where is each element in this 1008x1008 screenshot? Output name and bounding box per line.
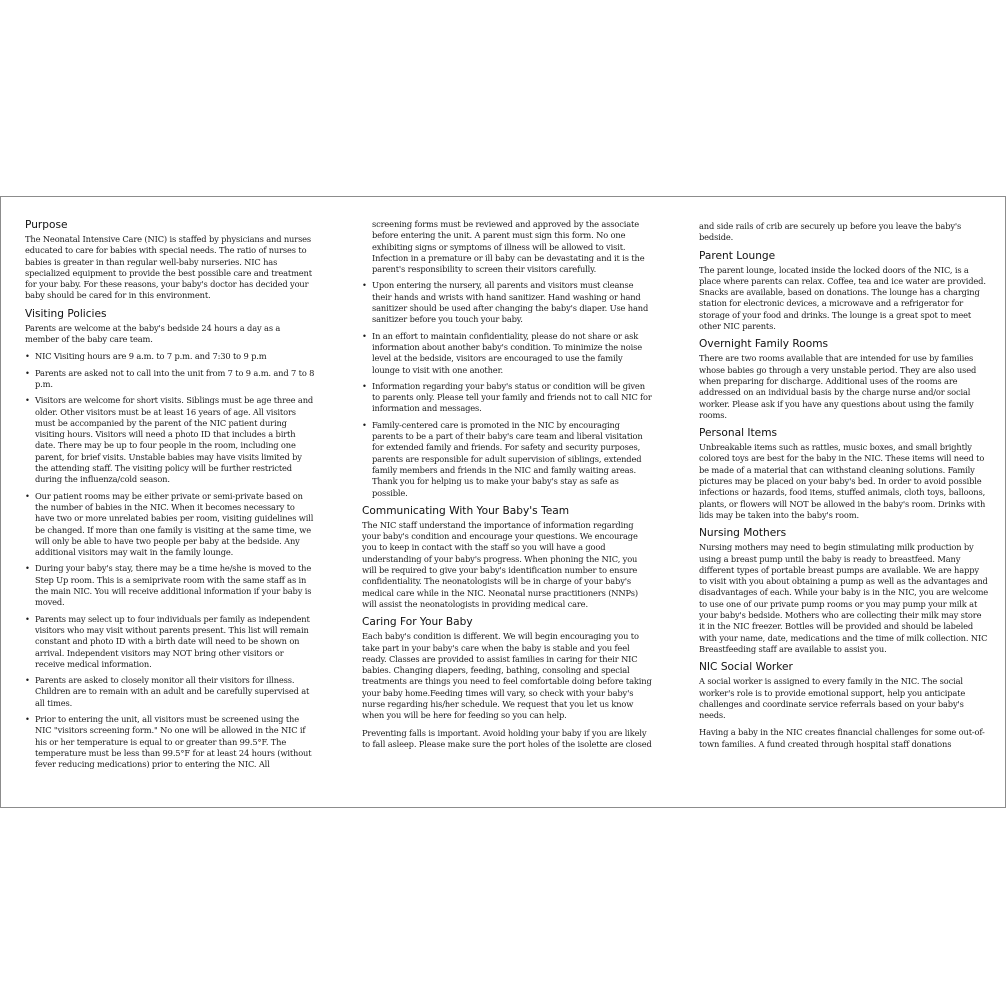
list-item: • Family-centered care is promoted in the NIC by encouraging parents to be a part of their baby's care team and liberal visitation for extended family and friends. For safety and security purposes, parents are responsible for adult supervision of siblings, extended family members and friends in the NIC and family waiting areas. Thank you for helping us to make your baby's stay as safe as possible. bbox=[362, 420, 652, 499]
column-middle bbox=[362, 219, 652, 756]
column-right bbox=[699, 221, 989, 756]
caring-heading: Caring For Your Baby bbox=[362, 616, 473, 629]
social-worker-text: A social worker is assigned to every family in the NIC. The social worker's role is to provide emotional support, help you anticipate challenges and coordinate service referrals based on your baby's needs. bbox=[699, 676, 966, 721]
list-item: • NIC Visiting hours are 9 a.m. to 7 p.m. and 7:30 to 9 p.m bbox=[25, 351, 315, 362]
list-item: • Parents are asked to closely monitor all their visitors for illness. Children are to remain with an adult and be carefully supervised at all times. bbox=[25, 675, 315, 709]
list-item-continued: screening forms must be reviewed and approved by the associate before entering the unit. A parent must sign this form. No one exhibiting signs or symptoms of illness will be allowed to visit. Infection in a premature or ill baby can be devastating and it is the parent's responsibility to screen their visitors carefully. bbox=[372, 219, 645, 275]
social-worker-heading: NIC Social Worker bbox=[699, 661, 793, 674]
purpose-text: The Neonatal Intensive Care (NIC) is staffed by physicians and nurses educated to care for babies with special needs. The ratio of nurses to babies is greater in than regular well-baby nurseries. NIC has specialized equipment to provide the best possible care and treatment for your baby. For these reasons, your baby's doctor has decided your baby should be cared for in this environment. bbox=[25, 234, 312, 301]
brochure-page bbox=[0, 196, 1006, 808]
list-item: • During your baby's stay, there may be a time he/she is moved to the Step Up room. This is a semiprivate room with the same staff as in the main NIC. You will receive additional information if your baby is moved. bbox=[25, 563, 315, 608]
personal-items-heading: Personal Items bbox=[699, 427, 778, 440]
overnight-rooms-heading: Overnight Family Rooms bbox=[699, 338, 829, 351]
caring-text: Each baby's condition is different. We will begin encouraging you to take part in your baby's care when the baby is stable and you feel ready. Classes are provided to assist families in caring for their NIC babies. Changing diapers, feeding, bathing, consoling and special treatments are things you need to feel comfortable doing before taking your baby home.Feeding times will vary, so check with your baby's nurse regarding his/her schedule. We request that you let us know when you will be here for feeding so you can help. bbox=[362, 631, 652, 721]
communicating-text: The NIC staff understand the importance of information regarding your baby's condition and encourage your questions. We encourage you to keep in contact with the staff so you will have a good understanding of your baby's progress. When phoning the NIC, you will be required to give your baby's identification number to ensure confidentiality. The neonatologists will be in charge of your baby's medical care while in the NIC. Neonatal nurse practitioners (NNPs) will assist the neonatologists in providing medical care. bbox=[362, 519, 638, 609]
parent-lounge-heading: Parent Lounge bbox=[699, 249, 776, 262]
list-item: • Visitors are welcome for short visits. Siblings must be age three and older. Other visitors must be at least 16 years of age. All visitors must be accompanied by the parent of the NIC patient during visiting hours. Visitors will need a photo ID that includes a birth date. There may be up to four people in the room, including one parent, for brief visits. Unstable babies may have visits limited by the attending staff. The visiting policy will be further restricted during the influenza/cold season. bbox=[25, 395, 315, 485]
list-item: • Prior to entering the unit, all visitors must be screened using the NIC "visitors screening form." No one will be allowed in the NIC if his or her temperature is equal to or greater than 99.5°F. The temperature must be less than 99.5°F for at least 24 hours (without fever reducing medications) prior to entering the NIC. All bbox=[25, 714, 315, 770]
continued-text: and side rails of crib are securely up before you leave the baby's bedside. bbox=[699, 221, 962, 243]
purpose-heading: Purpose bbox=[25, 219, 68, 231]
overnight-rooms-text: There are two rooms available that are intended for use by families whose babies go through a very unstable period. They are also used when preparing for discharge. Additional uses of the rooms are addressed on an individual basis by the charge nurse and/or social worker. Please ask if you have any questions about using the family rooms. bbox=[699, 353, 977, 420]
visiting-intro: Parents are welcome at the baby's bedside 24 hours a day as a member of the baby care team. bbox=[25, 322, 281, 345]
communicating-heading: Communicating With Your Baby's Team bbox=[362, 504, 570, 517]
visiting-bullet-list bbox=[25, 351, 315, 770]
nursing-mothers-text: Nursing mothers may need to begin stimulating milk production by using a breast pump until the baby is ready to breastfeed. Many different types of portable breast pumps are available. We are happy to visit with you about obtaining a pump as well as the advantages and disadvantages of each. While your baby is in the NIC, you are welcome to use one of our private pump rooms or you may pump your milk at your baby's bedside. Mothers who are collecting their milk may store it in the NIC freezer. Bottles will be provided and should be labeled with your name, date, medications and the time of milk collection. NIC Breastfeeding staff are available to assist you. bbox=[699, 542, 989, 654]
personal-items-text: Unbreakable items such as rattles, music boxes, and small brightly colored toys are best for the baby in the NIC. These items will need to be made of a material that can withstand cleaning solutions. Family pictures may be placed on your baby's bed. In order to avoid possible infections or hazards, food items, stuffed animals, cloth toys, balloons, plants, or flowers will NOT be allowed in the baby's room. Drinks with lids may be taken into the baby's room. bbox=[699, 442, 986, 520]
continued-bullet-list bbox=[362, 219, 652, 499]
list-item: • Upon entering the nursery, all parents and visitors must cleanse their hands and wrists with hand sanitizer. Hand washing or hand sanitizer should be used after changing the baby's diaper. Use hand sanitizer before you touch your baby. bbox=[362, 280, 652, 325]
list-item: • Parents may select up to four individuals per family as independent visitors who may visit without parents present. This list will remain constant and photo ID with a birth date will need to be shown on arrival. Independent visitors may NOT bring other visitors or receive medical information. bbox=[25, 614, 315, 670]
nursing-mothers-heading: Nursing Mothers bbox=[699, 527, 787, 540]
list-item: • Parents are asked not to call into the unit from 7 to 9 a.m. and 7 to 8 p.m. bbox=[25, 368, 315, 391]
parent-lounge-text: The parent lounge, located inside the locked doors of the NIC, is a place where parents can relax. Coffee, tea and ice water are provided. Snacks are available, based on donations. The lounge has a charging station for electronic devices, a microwave and a refrigerator for storage of your food and drinks. The lounge is a great spot to meet other NIC parents. bbox=[699, 264, 986, 332]
list-item: • Information regarding your baby's status or condition will be given to parents only. Please tell your family and friends not to call NIC for information and messages. bbox=[362, 381, 652, 415]
list-item: • Our patient rooms may be either private or semi-private based on the number of babies in the NIC. When it becomes necessary to have two or more unrelated babies per room, visiting guidelines will be changed. If more than one family is visiting at the same time, we will only be able to have two people per baby at the bedside. Any additional visitors may wait in the family lounge. bbox=[25, 491, 315, 559]
column-left bbox=[25, 219, 315, 775]
list-item: • In an effort to maintain confidentiality, please do not share or ask information about another baby's condition. To minimize the noise level at the bedside, visitors are encouraged to use the family lounge to visit with one another. bbox=[362, 331, 652, 376]
financial-text: Having a baby in the NIC creates financial challenges for some out-of-town families. A fund created through hospital staff donations bbox=[699, 727, 985, 749]
visiting-policies-heading: Visiting Policies bbox=[25, 307, 107, 320]
falls-text: Preventing falls is important. Avoid holding your baby if you are likely to fall asleep. Please make sure the port holes of the isolette are closed bbox=[362, 727, 652, 749]
